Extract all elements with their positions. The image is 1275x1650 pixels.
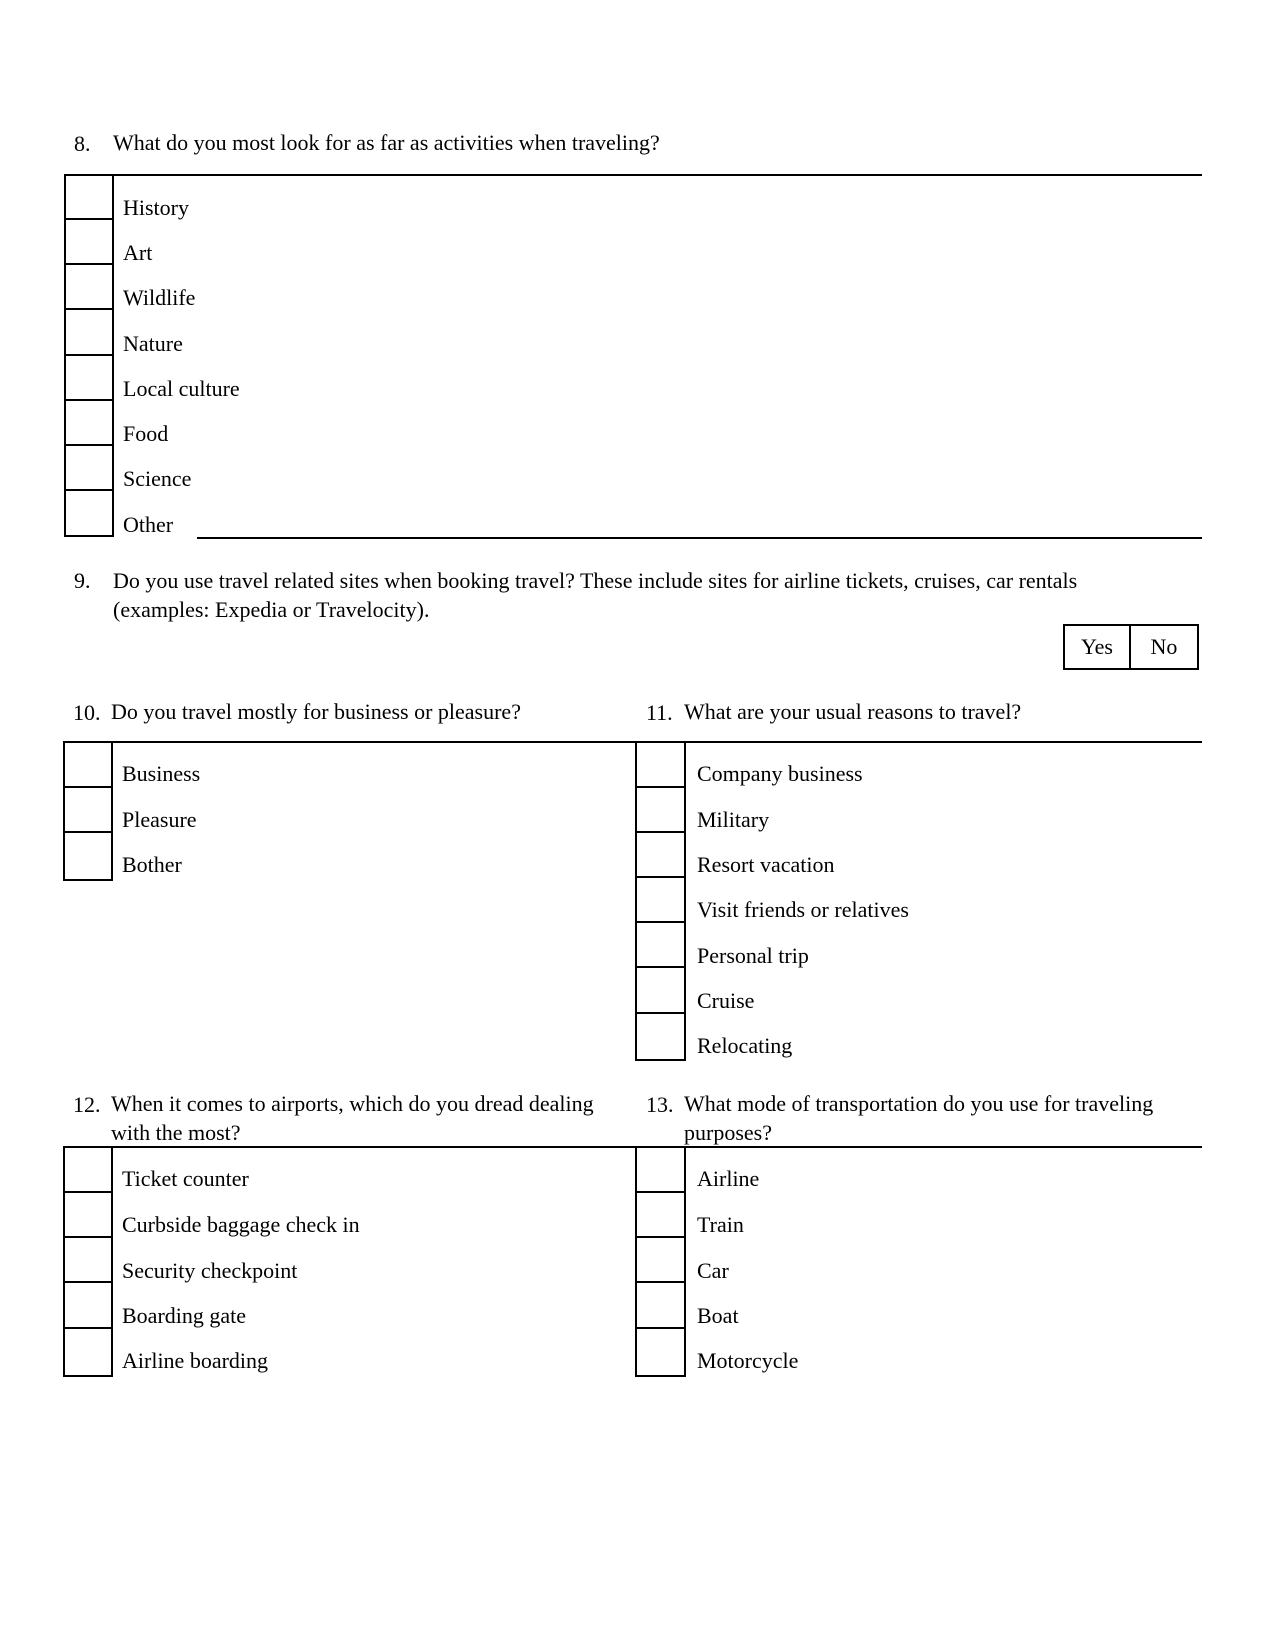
option-label: Company business — [697, 761, 863, 786]
checkbox-history[interactable] — [66, 174, 112, 220]
checkbox-resort-vacation[interactable] — [637, 833, 684, 878]
checkbox-military[interactable] — [637, 788, 684, 833]
checkbox-nature[interactable] — [66, 310, 112, 356]
question-9-text: Do you use travel related sites when booking travel? These include sites for airline tickets, cruises, car rentals (examples: Expedia or Travelocity). — [113, 568, 1078, 622]
checkbox-boat[interactable] — [637, 1283, 684, 1329]
question-13-checkbox-column — [635, 1146, 686, 1377]
question-13-number: 13. — [646, 1092, 674, 1117]
option-label: Pleasure — [122, 807, 197, 832]
option-label: Boat — [697, 1303, 739, 1328]
question-13-rule — [635, 1146, 1202, 1148]
checkbox-curbside-baggage[interactable] — [65, 1193, 111, 1238]
question-8-number: 8. — [74, 131, 91, 156]
checkbox-car[interactable] — [637, 1238, 684, 1283]
question-12-text: When it comes to airports, which do you dread dealing with the most? — [111, 1091, 594, 1145]
checkbox-local-culture[interactable] — [66, 356, 112, 401]
option-label: Food — [123, 421, 169, 446]
question-11-rule — [635, 741, 1202, 743]
question-11-number: 11. — [646, 700, 673, 725]
yes-checkbox[interactable]: Yes — [1063, 624, 1131, 670]
option-label: Visit friends or relatives — [697, 897, 909, 922]
checkbox-boarding-gate[interactable] — [65, 1283, 111, 1329]
option-label: Airline boarding — [122, 1348, 269, 1373]
question-10-checkbox-column — [63, 741, 113, 881]
question-10-rule — [63, 741, 635, 743]
question-12-number: 12. — [73, 1092, 101, 1117]
option-label: Wildlife — [123, 285, 196, 310]
other-write-in-line[interactable] — [197, 537, 1202, 539]
checkbox-relocating[interactable] — [637, 1014, 684, 1059]
checkbox-art[interactable] — [66, 220, 112, 265]
checkbox-other[interactable] — [66, 491, 112, 535]
option-label: Relocating — [697, 1033, 793, 1058]
option-label: Bother — [122, 852, 182, 877]
checkbox-ticket-counter[interactable] — [65, 1146, 111, 1193]
checkbox-company-business[interactable] — [637, 741, 684, 788]
checkbox-food[interactable] — [66, 401, 112, 446]
checkbox-security-checkpoint[interactable] — [65, 1238, 111, 1283]
option-label: Art — [123, 240, 153, 265]
question-8-rule — [64, 174, 1202, 176]
checkbox-business[interactable] — [65, 741, 111, 788]
question-11-checkbox-column — [635, 741, 686, 1061]
option-label: Business — [122, 761, 201, 786]
option-label: Car — [697, 1258, 729, 1283]
no-checkbox[interactable]: No — [1129, 624, 1199, 670]
option-label: Other — [123, 512, 174, 537]
checkbox-cruise[interactable] — [637, 968, 684, 1014]
question-8-text: What do you most look for as far as activities when traveling? — [113, 130, 660, 155]
checkbox-train[interactable] — [637, 1193, 684, 1238]
option-label: Science — [123, 466, 192, 491]
option-label: Motorcycle — [697, 1348, 799, 1373]
option-label: Military — [697, 807, 770, 832]
option-label: Resort vacation — [697, 852, 835, 877]
question-8-checkbox-column — [64, 174, 114, 537]
option-label: Cruise — [697, 988, 755, 1013]
option-label: Local culture — [123, 376, 240, 401]
question-11-text: What are your usual reasons to travel? — [684, 699, 1022, 724]
checkbox-motorcycle[interactable] — [637, 1329, 684, 1375]
checkbox-airline-boarding[interactable] — [65, 1329, 111, 1375]
option-label: Airline — [697, 1166, 760, 1191]
question-9-number: 9. — [74, 568, 91, 593]
option-label: Personal trip — [697, 943, 809, 968]
checkbox-wildlife[interactable] — [66, 265, 112, 310]
option-label: Curbside baggage check in — [122, 1212, 360, 1237]
question-12-rule — [63, 1146, 635, 1148]
option-label: Security checkpoint — [122, 1258, 298, 1283]
question-13-text: What mode of transportation do you use for traveling purposes? — [684, 1091, 1154, 1145]
option-label: Ticket counter — [122, 1166, 249, 1191]
checkbox-bother[interactable] — [65, 833, 111, 879]
checkbox-airline[interactable] — [637, 1146, 684, 1193]
option-label: History — [123, 195, 189, 220]
option-label: Nature — [123, 331, 183, 356]
question-12-checkbox-column — [63, 1146, 113, 1377]
checkbox-personal-trip[interactable] — [637, 923, 684, 968]
checkbox-science[interactable] — [66, 446, 112, 491]
option-label: Train — [697, 1212, 744, 1237]
question-10-number: 10. — [73, 700, 101, 725]
checkbox-visit-friends[interactable] — [637, 878, 684, 923]
checkbox-pleasure[interactable] — [65, 788, 111, 833]
question-10-text: Do you travel mostly for business or pleasure? — [111, 699, 521, 724]
option-label: Boarding gate — [122, 1303, 247, 1328]
